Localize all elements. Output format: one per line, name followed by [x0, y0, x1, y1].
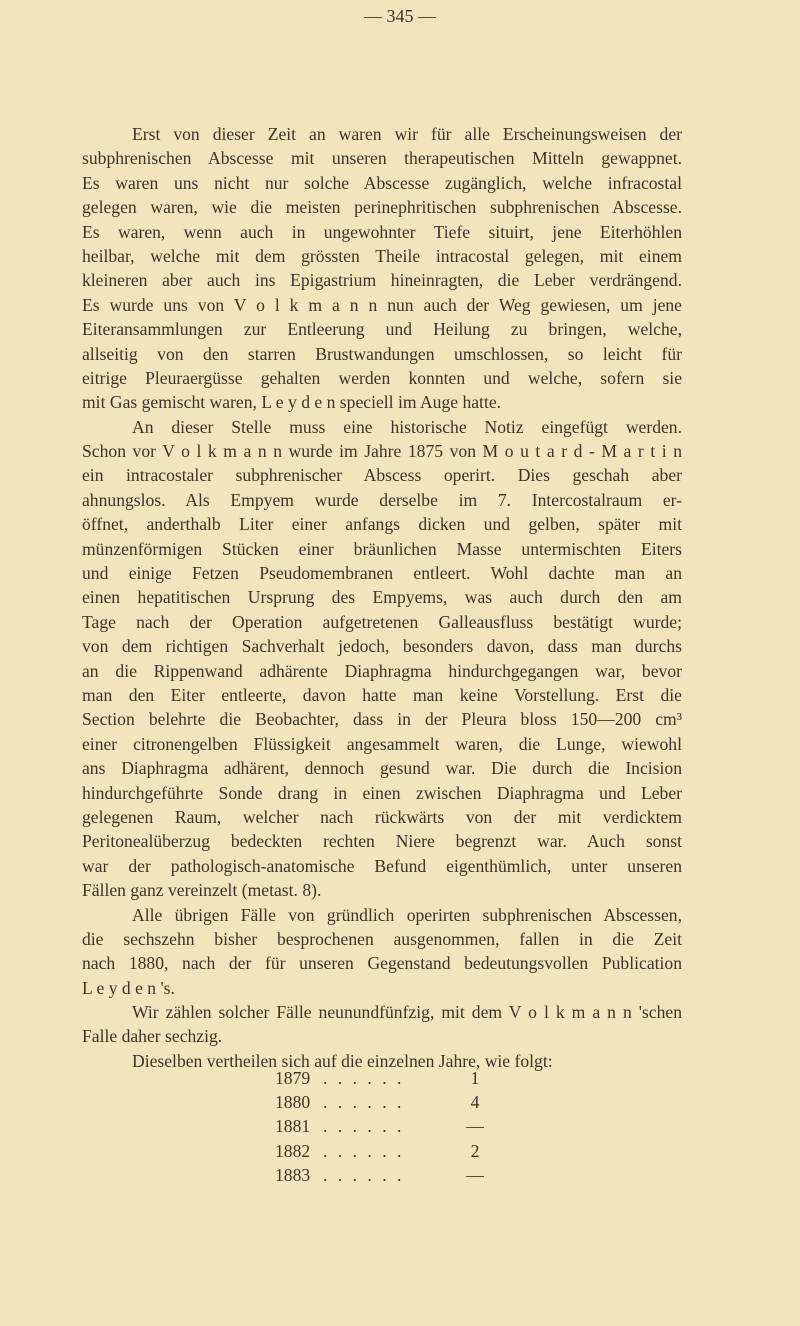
text-line: Peritonealüberzug bedeckten rechten Niere begrenzt war. Auch sonst	[82, 831, 682, 852]
text-line: L e y d e n 's.	[82, 977, 175, 998]
table-row	[275, 1066, 505, 1090]
text-line: Tage nach der Operation aufgetretenen Galleausfluss bestätigt wurde;	[82, 611, 682, 632]
text-line: Section belehrte die Beobachter, dass in der Pleura bloss 150—200 cm³	[82, 709, 682, 730]
year-cell: 1883	[275, 1164, 311, 1185]
text-line: Alle übrigen Fälle von gründlich operirten subphrenischen Abscessen,	[132, 904, 682, 925]
year-cell: 1880	[275, 1092, 311, 1113]
text-line: Fällen ganz vereinzelt (metast. 8).	[82, 880, 322, 901]
text-line: An dieser Stelle muss eine historische Notiz eingefügt werden.	[132, 416, 682, 437]
text-line: und einige Fetzen Pseudomembranen entleert. Wohl dachte man an	[82, 563, 682, 584]
leader-dots: . . . . . .	[323, 1092, 405, 1113]
text-line: Es waren, wenn auch in ungewohnter Tiefe situirt, jene Eiterhöhlen	[82, 221, 682, 242]
text-line: hindurchgeführte Sonde drang in einen zwischen Diaphragma und Leber	[82, 782, 682, 803]
text-line: mit Gas gemischt waren, L e y d e n speciell im Auge hatte.	[82, 392, 502, 413]
text-line: die sechszehn bisher besprochenen ausgenommen, fallen in die Zeit	[82, 928, 682, 949]
text-line: einen hepatitischen Ursprung des Empyems, was auch durch den am	[82, 587, 682, 608]
year-cell: 1881	[275, 1116, 311, 1137]
count-cell: 2	[470, 1140, 480, 1161]
cases-per-year-table	[275, 1066, 505, 1187]
text-line: ahnungslos. Als Empyem wurde derselbe im 7. Intercostalraum er-	[82, 489, 682, 510]
count-cell: —	[466, 1164, 484, 1185]
text-line: Es waren uns nicht nur solche Abscesse zugänglich, welche infracostal	[82, 172, 682, 193]
table-row	[275, 1114, 505, 1138]
text-line: ein intracostaler subphrenischer Abscess operirt. Dies geschah aber	[82, 465, 682, 486]
leader-dots: . . . . . .	[323, 1068, 405, 1088]
text-line: allseitig von den starren Brustwandungen umschlossen, so leicht für	[82, 343, 682, 364]
text-line: ans Diaphragma adhärent, dennoch gesund war. Die durch die Incision	[82, 758, 682, 779]
text-line: Wir zählen solcher Fälle neunundfünfzig, mit dem V o l k m a n n 'schen	[132, 1002, 682, 1023]
text-line: Erst von dieser Zeit an waren wir für alle Erscheinungsweisen der	[132, 124, 682, 144]
text-line: nach 1880, nach der für unseren Gegenstand bedeutungsvollen Publication	[82, 953, 682, 974]
table-row	[275, 1163, 505, 1187]
count-cell: 4	[470, 1092, 480, 1113]
text-line: Dieselben vertheilen sich auf die einzelnen Jahre, wie folgt:	[132, 1050, 553, 1071]
text-line: Eiteransammlungen zur Entleerung und Heilung zu bringen, welche,	[82, 319, 682, 340]
text-line: man den Eiter entleerte, davon hatte man keine Vorstellung. Erst die	[82, 684, 682, 705]
table-row	[275, 1090, 505, 1114]
page-number: — 345 —	[364, 6, 436, 26]
leader-dots: . . . . . .	[323, 1140, 405, 1161]
year-cell: 1879	[275, 1068, 311, 1088]
text-line: eitrige Pleuraergüsse gehalten werden konnten und welche, sofern sie	[82, 367, 682, 388]
text-line: von dem richtigen Sachverhalt jedoch, besonders davon, dass man durchs	[82, 636, 682, 657]
text-line: heilbar, welche mit dem grössten Theile intracostal gelegen, mit einem	[82, 245, 682, 266]
table-row	[275, 1139, 505, 1163]
text-line: war der pathologisch-anatomische Befund eigenthümlich, unter unseren	[82, 855, 682, 876]
count-cell: —	[466, 1116, 484, 1137]
text-line: öffnet, anderthalb Liter einer anfangs dicken und gelben, später mit	[82, 514, 682, 535]
year-cell: 1882	[275, 1140, 311, 1161]
text-line: gelegenen Raum, welcher nach rückwärts von der mit verdicktem	[82, 806, 682, 827]
text-line: münzenförmigen Stücken einer bräunlichen Masse untermischten Eiters	[82, 538, 682, 559]
body-text	[82, 122, 682, 1073]
leader-dots: . . . . . .	[323, 1116, 405, 1137]
text-line: subphrenischen Abscesse mit unseren therapeutischen Mitteln gewappnet.	[82, 148, 682, 169]
text-line: an die Rippenwand adhärente Diaphragma hindurchgegangen war, bevor	[82, 660, 682, 681]
text-line: Schon vor V o l k m a n n wurde im Jahre 1875 von M o u t a r d - M a r t i n	[82, 441, 682, 462]
text-line: einer citronengelben Flüssigkeit angesammelt waren, die Lunge, wiewohl	[82, 733, 682, 754]
leader-dots: . . . . . .	[323, 1164, 405, 1185]
text-line: Es wurde uns von V o l k m a n n nun auch der Weg gewiesen, um jene	[82, 294, 682, 315]
count-cell: 1	[470, 1068, 480, 1088]
text-line: Falle daher sechzig.	[82, 1026, 223, 1047]
text-line: kleineren aber auch ins Epigastrium hineinragten, die Leber verdrängend.	[82, 270, 682, 291]
text-line: gelegen waren, wie die meisten perinephritischen subphrenischen Abscesse.	[82, 197, 682, 218]
